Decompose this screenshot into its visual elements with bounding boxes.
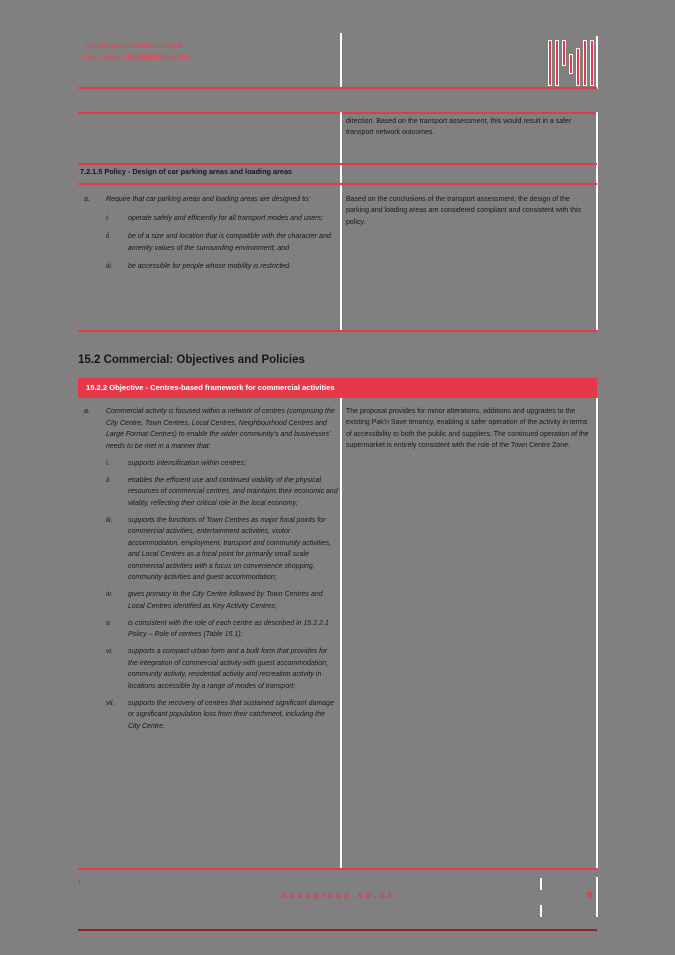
objective-subclause (106, 458, 338, 470)
policy-subclause (106, 231, 338, 254)
clause-marker: a. (84, 408, 90, 415)
report-header-client (84, 41, 190, 63)
novo-group-logo-icon (548, 40, 594, 86)
objective-subclause (106, 646, 338, 692)
policy-clause-a (84, 194, 338, 206)
policy-assessment-text: Based on the conclusions of the transport assessment, the design of the parking and loading areas are considered compliant and consistent with this policy. (346, 196, 582, 226)
table-top-border (78, 112, 597, 114)
policy-title: 7.2.1.5 Policy - Design of car parking areas and loading areas (80, 167, 293, 176)
continuation-assessment-text: direction. Based on the transport assessment, this would result in a safer transport network outcomes. (346, 118, 572, 136)
policy-subclause (106, 213, 338, 225)
subclause-text: supports the functions of Town Centres as major focal points for commercial activities, entertainment activities, visitor accommodation, employment, transport and community activities, and Local Centres as a focal point for primarily small scale commercial activities with a focus on convenience shopping, community activities and guest accommodation; (128, 516, 332, 581)
page-number: 9 (586, 890, 592, 901)
policy-provision-text (84, 194, 338, 273)
subclause-text: enables the efficient use and continued viability of the physical resources of commercial centres, and maintains their economic and vitality, reflecting their critical role in the local economy; (128, 476, 338, 507)
subclause-marker: v. (106, 619, 111, 627)
table2-bottom-border (78, 868, 597, 870)
subclause-text: supports a compact urban form and a built form that provides for the integration of commercial activity with guest accommodation, community activity, residential activity and recreation activity in locations accessible by a range of modes of transport; (128, 648, 328, 690)
objective-subclause (106, 698, 338, 733)
subclause-text: gives primacy to the City Centre followed by Town Centres and Local Centres identified as Key Activity Centres; (128, 591, 323, 610)
objective-assessment-text: The proposal provides for minor alterations, additions and upgrades to the existing Pak'n Save tenancy, enabling a safer operation of the activity in terms of accessibility to both the public and suppliers. The continued operation of the supermarket is entirely consistent with the role of the Town Centre Zone. (346, 408, 589, 449)
policy-row-top-border (78, 163, 597, 165)
table1-right-edge (596, 112, 598, 330)
subclause-marker: iv. (106, 591, 113, 598)
footer-website-link[interactable]: novogroup.co.nz (280, 890, 395, 901)
footer-tick-bottom (540, 905, 542, 917)
subclause-marker: iii. (106, 516, 113, 524)
subclause-marker: i. (106, 214, 110, 222)
table2-right-edge (596, 398, 598, 868)
table1-column-divider (340, 112, 342, 330)
subclause-marker: iii. (106, 263, 113, 270)
project-name: Pak'n Save, Westfield Riccarton (84, 54, 190, 61)
client-name: Scentre New Zealand Limited (84, 43, 182, 50)
header-column-divider (340, 33, 342, 89)
header-right-edge (596, 36, 598, 89)
subclause-text: operate safely and efficiently for all transport modes and users; (128, 214, 323, 222)
objective-provision-text (84, 406, 338, 732)
objective-subclause (106, 589, 338, 612)
subclause-text: supports the recovery of centres that sustained significant damage or significant population loss from their catchment, including the City Centre. (128, 699, 334, 730)
footer-tick-top (540, 878, 542, 890)
subclause-marker: ii. (106, 233, 112, 240)
footer-left-tick (79, 879, 80, 885)
table2-column-divider (340, 398, 342, 868)
clause-text: Require that car parking areas and loading areas are designed to: (106, 196, 310, 203)
header-rule (78, 87, 597, 89)
subclause-text: is consistent with the role of each centre as described in 15.2.2.1 Policy – Role of centres (Table 15.1); (128, 619, 329, 638)
subclause-marker: vii. (106, 699, 115, 707)
table1-bottom-border (78, 330, 597, 332)
clause-text: Commercial activity is focused within a network of centres (comprising the City Centre, Town Centres, Local Centres, Neighbourhood Centres and Large Format Centres) to enable the wider community's and businesses' needs to be met in a manner that: (106, 408, 335, 450)
clause-marker: a. (84, 196, 90, 203)
policy-row-bottom-border (78, 183, 597, 185)
objective-banner: 15.2.2 Objective - Centres-based framework for commercial activities (78, 378, 597, 398)
objective-subclause (106, 515, 338, 584)
policy-subclause (106, 261, 338, 273)
subclause-marker: ii. (106, 476, 112, 484)
subclause-text: be of a size and location that is compatible with the character and amenity values of the surrounding environment; and (128, 233, 331, 252)
objective-subclause (106, 475, 338, 510)
subclause-marker: i. (106, 459, 110, 467)
subclause-marker: vi. (106, 648, 113, 655)
subclause-text: be accessible for people whose mobility is restricted. (128, 263, 292, 270)
section-heading: 15.2 Commercial: Objectives and Policies (78, 354, 305, 366)
page-bottom-rule (78, 929, 597, 931)
subclause-text: supports intensification within centres; (128, 459, 246, 467)
objective-subclause (106, 618, 338, 641)
objective-clause-a (84, 406, 338, 452)
